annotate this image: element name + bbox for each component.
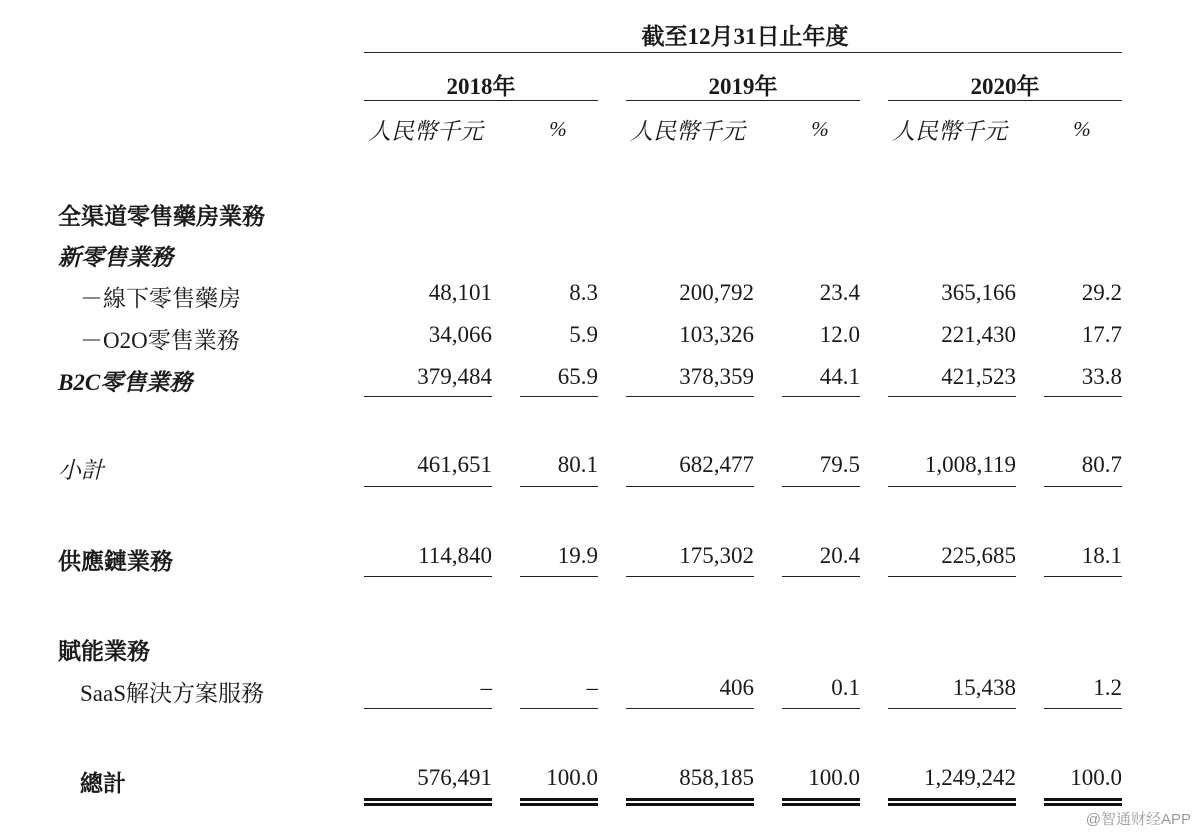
cell-subtotal-2018-pct: 80.1 (557, 452, 598, 477)
cell-total-2018-pct: 100.0 (546, 765, 598, 790)
underline-saas-2020-pct (1044, 708, 1122, 709)
underline-subtotal-2020-amount (888, 486, 1016, 487)
underline-subtotal-2019-amount (626, 486, 754, 487)
unit-label-2019: 人民幣千元 (630, 119, 745, 144)
row-label-offline: －線下零售藥房 (80, 286, 241, 311)
cell-b2c-2019-pct: 44.1 (819, 364, 860, 389)
cell-saas-2020-amount: 15,438 (952, 675, 1016, 700)
cell-subtotal-2019-pct: 79.5 (819, 452, 860, 477)
underline-b2c-2018-pct (520, 396, 598, 397)
cell-saas-2019-pct: 0.1 (831, 675, 860, 700)
row-label-total: 總計 (80, 771, 126, 796)
cell-b2c-2018-amount: 379,484 (417, 364, 492, 389)
row-label-b2c: B2C零售業務 (58, 370, 193, 395)
underline-supply-chain-2020-pct (1044, 576, 1122, 577)
cell-offline-2018-pct: 8.3 (569, 280, 598, 305)
cell-total-2020-amount: 1,249,242 (924, 765, 1016, 790)
double-underline-total-2018-pct (520, 798, 598, 806)
cell-saas-2018-pct: – (586, 675, 598, 700)
cell-supply-chain-2019-pct: 20.4 (819, 543, 860, 568)
double-underline-total-2020-pct (1044, 798, 1122, 806)
cell-o2o-2019-pct: 12.0 (819, 322, 860, 347)
cell-o2o-2018-amount: 34,066 (428, 322, 492, 347)
underline-b2c-2020-pct (1044, 396, 1122, 397)
cell-supply-chain-2018-pct: 19.9 (557, 543, 598, 568)
cell-saas-2018-amount: – (480, 675, 492, 700)
cell-total-2019-amount: 858,185 (679, 765, 754, 790)
underline-supply-chain-2018-amount (364, 576, 492, 577)
cell-offline-2020-amount: 365,166 (941, 280, 1016, 305)
row-label-omni-channel: 全渠道零售藥房業務 (58, 204, 265, 229)
pct-label-2019: % (811, 117, 829, 141)
double-underline-total-2020-amount (888, 798, 1016, 806)
underline-saas-2020-amount (888, 708, 1016, 709)
pct-label-2020: % (1073, 117, 1091, 141)
underline-subtotal-2018-amount (364, 486, 492, 487)
year-rule-2018 (364, 100, 598, 101)
cell-saas-2019-amount: 406 (719, 675, 754, 700)
year-2018: 2018年 (446, 74, 516, 99)
cell-subtotal-2019-amount: 682,477 (679, 452, 754, 477)
row-label-new-retail: 新零售業務 (58, 245, 173, 270)
row-label-subtotal: 小計 (58, 458, 104, 483)
cell-o2o-2020-pct: 17.7 (1081, 322, 1122, 347)
row-label-supply-chain: 供應鏈業務 (58, 549, 173, 574)
double-underline-total-2019-pct (782, 798, 860, 806)
underline-subtotal-2019-pct (782, 486, 860, 487)
cell-subtotal-2018-amount: 461,651 (417, 452, 492, 477)
underline-subtotal-2020-pct (1044, 486, 1122, 487)
underline-b2c-2019-amount (626, 396, 754, 397)
cell-supply-chain-2020-pct: 18.1 (1081, 543, 1122, 568)
cell-offline-2018-amount: 48,101 (428, 280, 492, 305)
year-2020: 2020年 (970, 74, 1040, 99)
cell-b2c-2018-pct: 65.9 (557, 364, 598, 389)
row-label-o2o: －O2O零售業務 (80, 328, 240, 353)
cell-offline-2019-pct: 23.4 (819, 280, 860, 305)
cell-total-2018-amount: 576,491 (417, 765, 492, 790)
cell-total-2019-pct: 100.0 (808, 765, 860, 790)
double-underline-total-2019-amount (626, 798, 754, 806)
underline-supply-chain-2018-pct (520, 576, 598, 577)
cell-offline-2019-amount: 200,792 (679, 280, 754, 305)
cell-supply-chain-2020-amount: 225,685 (941, 543, 1016, 568)
cell-supply-chain-2018-amount: 114,840 (418, 543, 492, 568)
double-underline-total-2018-amount (364, 798, 492, 806)
unit-label-2018: 人民幣千元 (368, 119, 483, 144)
watermark-text: @智通财经APP (1085, 811, 1191, 828)
underline-saas-2019-pct (782, 708, 860, 709)
underline-b2c-2020-amount (888, 396, 1016, 397)
cell-o2o-2020-amount: 221,430 (941, 322, 1016, 347)
year-rule-2020 (888, 100, 1122, 101)
cell-total-2020-pct: 100.0 (1070, 765, 1122, 790)
underline-b2c-2019-pct (782, 396, 860, 397)
underline-saas-2019-amount (626, 708, 754, 709)
cell-subtotal-2020-amount: 1,008,119 (924, 452, 1016, 477)
underline-saas-2018-amount (364, 708, 492, 709)
year-rule-2019 (626, 100, 860, 101)
underline-saas-2018-pct (520, 708, 598, 709)
unit-label-2020: 人民幣千元 (892, 119, 1007, 144)
underline-supply-chain-2019-pct (782, 576, 860, 577)
cell-b2c-2020-amount: 421,523 (941, 364, 1016, 389)
row-label-empowerment: 賦能業務 (58, 639, 150, 664)
cell-saas-2020-pct: 1.2 (1093, 675, 1122, 700)
period-heading: 截至12月31日止年度 (641, 24, 849, 49)
underline-subtotal-2018-pct (520, 486, 598, 487)
cell-supply-chain-2019-amount: 175,302 (679, 543, 754, 568)
cell-b2c-2020-pct: 33.8 (1081, 364, 1122, 389)
cell-subtotal-2020-pct: 80.7 (1081, 452, 1122, 477)
period-rule (364, 52, 1122, 53)
row-label-saas: SaaS解決方案服務 (80, 681, 264, 706)
cell-o2o-2018-pct: 5.9 (569, 322, 598, 347)
pct-label-2018: % (549, 117, 567, 141)
cell-o2o-2019-amount: 103,326 (679, 322, 754, 347)
underline-supply-chain-2019-amount (626, 576, 754, 577)
year-2019: 2019年 (708, 74, 778, 99)
cell-b2c-2019-amount: 378,359 (679, 364, 754, 389)
underline-supply-chain-2020-amount (888, 576, 1016, 577)
cell-offline-2020-pct: 29.2 (1081, 280, 1122, 305)
underline-b2c-2018-amount (364, 396, 492, 397)
